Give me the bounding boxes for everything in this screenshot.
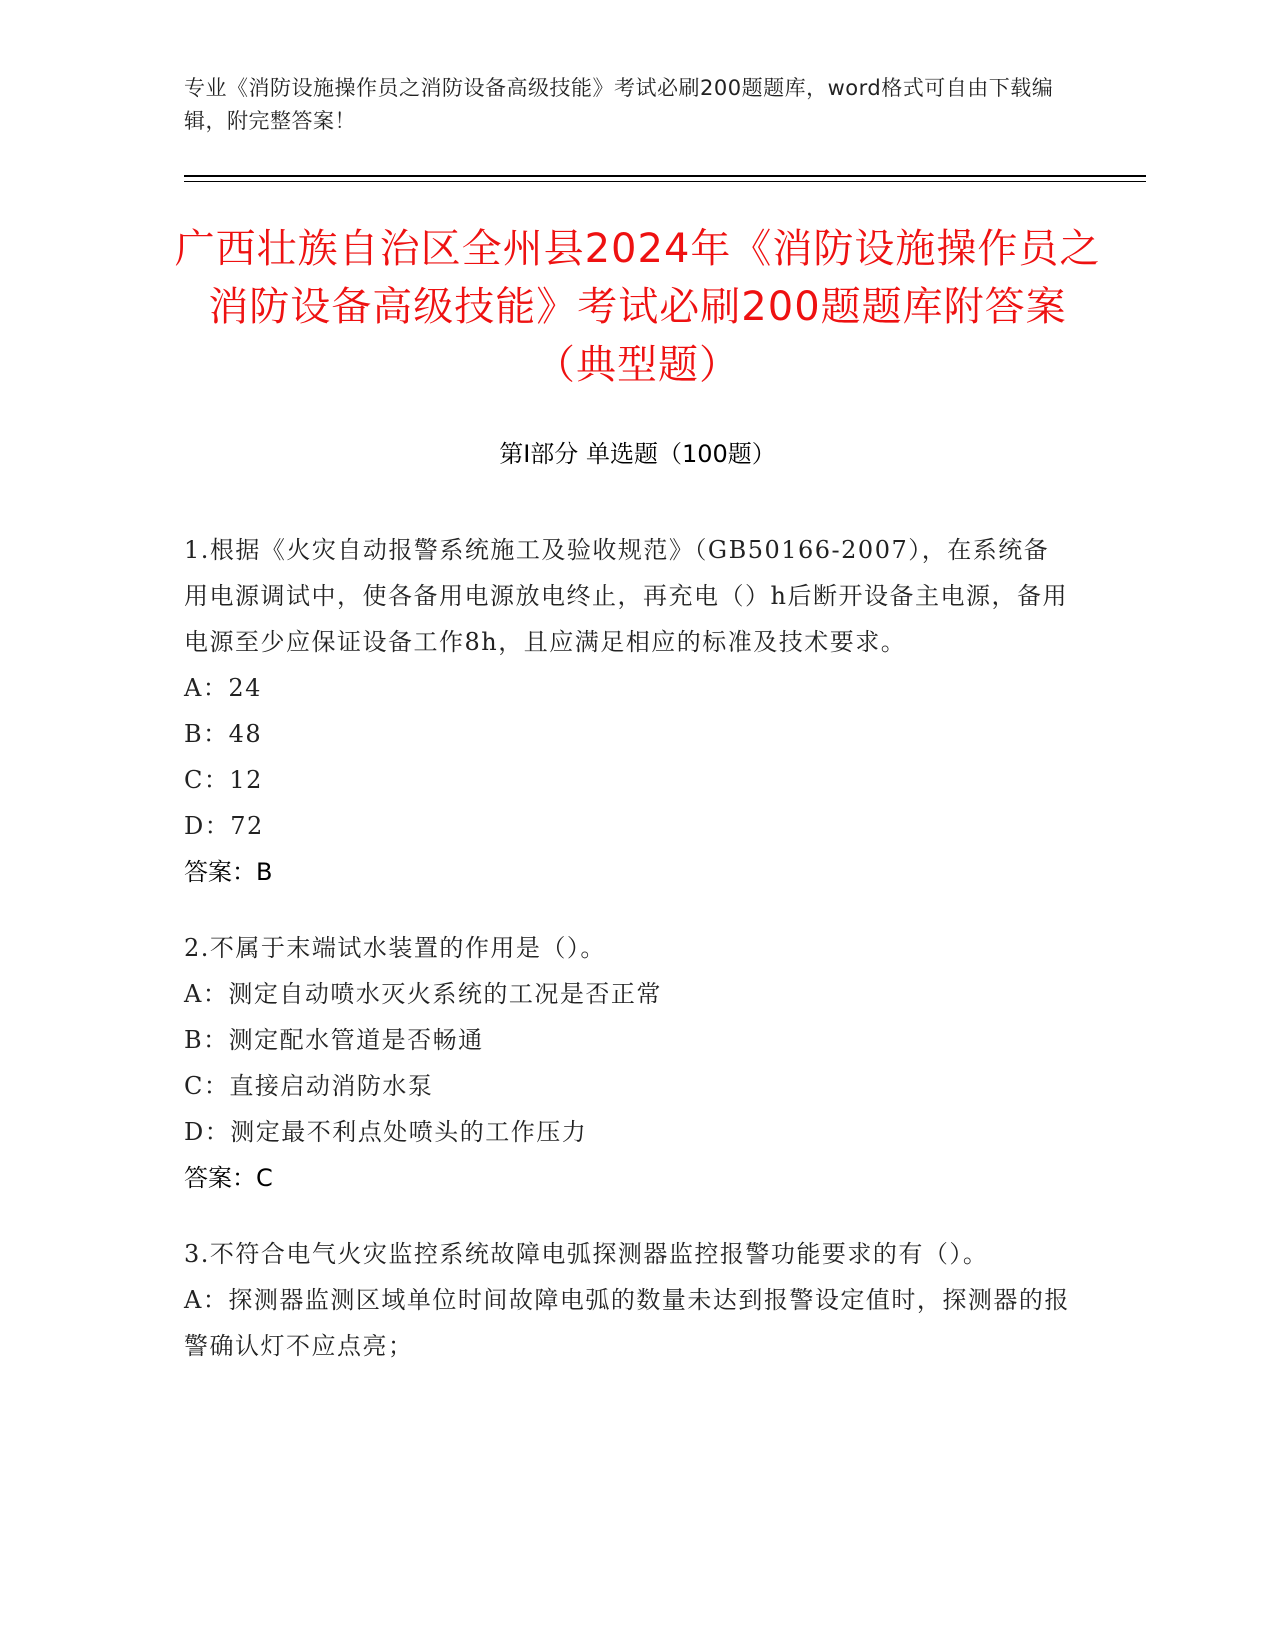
answer-text: 答案：B	[184, 858, 273, 886]
question-3	[184, 1231, 1074, 1369]
header-rule-thin	[184, 181, 1146, 182]
question-text: 1.根据《火灾自动报警系统施工及验收规范》（GB50166-2007），在系统备用电源调试中，使各备用电源放电终止，再充电（）h后断开设备主电源，备用电源至少应保证设备工作8h，且应满足相应的标准及技术要求。	[184, 536, 1068, 656]
question-1	[184, 527, 1074, 895]
question-2	[184, 925, 1074, 1201]
option-b: B：48	[184, 720, 263, 748]
question-text: 3.不符合电气火灾监控系统故障电弧探测器监控报警功能要求的有（）。	[184, 1240, 989, 1268]
option-a: A：24	[184, 674, 262, 702]
option-b: B：测定配水管道是否畅通	[184, 1026, 484, 1054]
option-a: A：探测器监测区域单位时间故障电弧的数量未达到报警设定值时，探测器的报警确认灯不应点亮；	[184, 1286, 1070, 1360]
option-d: D：测定最不利点处喷头的工作压力	[184, 1118, 588, 1146]
option-c: C：12	[184, 766, 263, 794]
section-heading: 第Ⅰ部分 单选题（100题）	[499, 440, 776, 468]
option-d: D：72	[184, 812, 264, 840]
option-c: C：直接启动消防水泵	[184, 1072, 434, 1100]
header-note: 专业《消防设施操作员之消防设备高级技能》考试必刷200题题库，word格式可自由下载编辑，附完整答案！	[184, 76, 1054, 133]
question-text: 2.不属于末端试水装置的作用是（）。	[184, 934, 606, 962]
answer-text: 答案：C	[184, 1164, 273, 1192]
option-a: A：测定自动喷水灭火系统的工况是否正常	[184, 980, 662, 1008]
document-title: 广西壮族自治区全州县2024年《消防设施操作员之消防设备高级技能》考试必刷200题题库附答案（典型题）	[174, 226, 1101, 388]
question-list	[184, 527, 1074, 1399]
header-rule-thick	[184, 175, 1146, 177]
